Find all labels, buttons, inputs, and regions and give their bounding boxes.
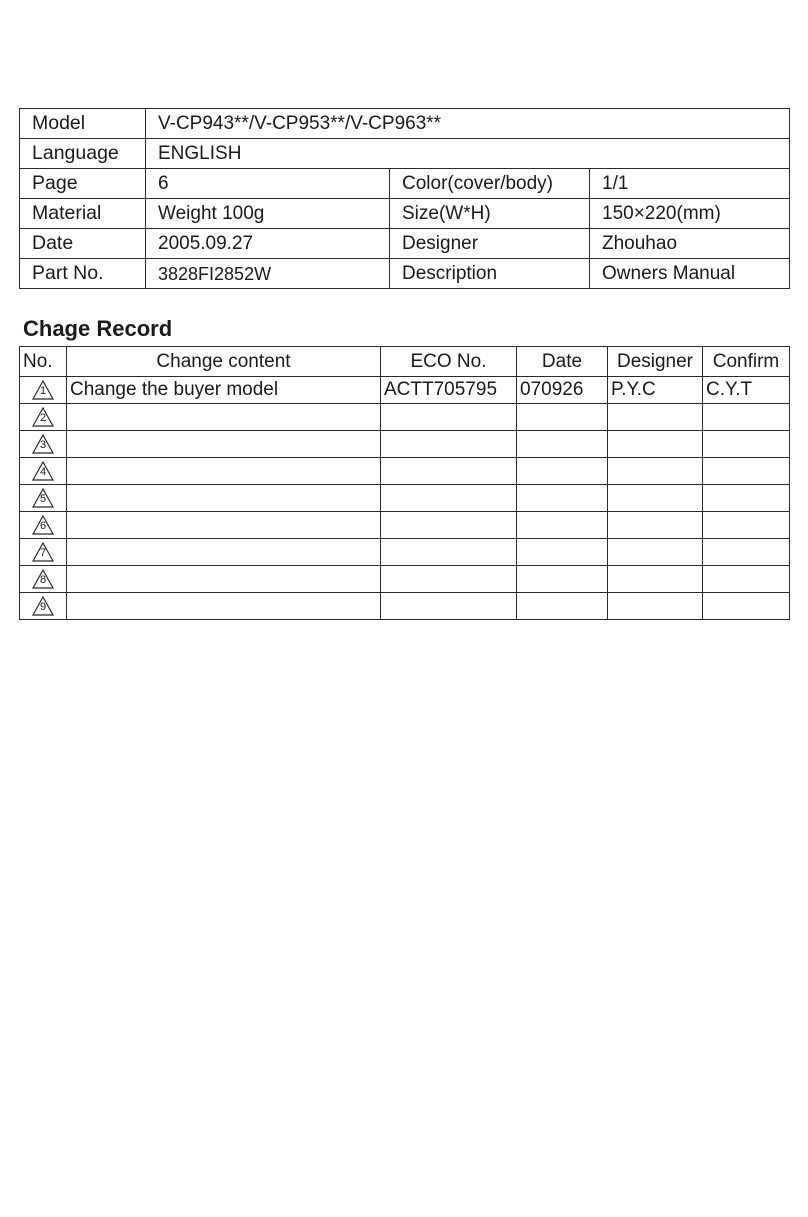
revision-no-cell xyxy=(20,458,67,485)
change-record-row xyxy=(20,485,790,512)
header-designer: Designer xyxy=(608,347,703,377)
change-content-cell xyxy=(67,458,381,485)
change-content-cell xyxy=(67,566,381,593)
eco-no-cell xyxy=(381,512,517,539)
revision-triangle-icon xyxy=(32,542,54,562)
designer-cell xyxy=(608,404,703,431)
spec-row-partno xyxy=(20,259,790,289)
change-record-row xyxy=(20,377,790,404)
designer-cell xyxy=(608,485,703,512)
designer-cell xyxy=(608,431,703,458)
change-record-row xyxy=(20,593,790,620)
revision-number: 4 xyxy=(39,465,47,478)
revision-triangle-icon xyxy=(32,515,54,535)
eco-no-cell xyxy=(381,404,517,431)
confirm-cell xyxy=(703,539,790,566)
revision-number: 9 xyxy=(39,600,47,613)
change-record-row xyxy=(20,539,790,566)
size-value: 150×220(mm) xyxy=(590,199,790,229)
spec-row-model xyxy=(20,109,790,139)
eco-no-cell xyxy=(381,485,517,512)
change-record-header-row xyxy=(20,347,790,377)
revision-triangle-icon xyxy=(32,569,54,589)
date-cell xyxy=(517,431,608,458)
size-label: Size(W*H) xyxy=(390,199,590,229)
date-cell xyxy=(517,485,608,512)
revision-number: 7 xyxy=(39,546,47,559)
header-confirm: Confirm xyxy=(703,347,790,377)
designer-label: Designer xyxy=(390,229,590,259)
revision-no-cell xyxy=(20,485,67,512)
spec-row-material xyxy=(20,199,790,229)
revision-no-cell xyxy=(20,593,67,620)
description-label: Description xyxy=(390,259,590,289)
confirm-cell xyxy=(703,404,790,431)
date-cell xyxy=(517,458,608,485)
confirm-cell xyxy=(703,485,790,512)
change-record-row xyxy=(20,404,790,431)
eco-no-cell xyxy=(381,566,517,593)
language-value: ENGLISH xyxy=(146,139,790,169)
revision-no-cell xyxy=(20,512,67,539)
designer-cell xyxy=(608,566,703,593)
header-change-content: Change content xyxy=(67,347,381,377)
designer-cell: P.Y.C xyxy=(608,377,703,404)
eco-no-cell xyxy=(381,539,517,566)
header-no: No. xyxy=(20,347,67,377)
revision-triangle-icon xyxy=(32,488,54,508)
material-label: Material xyxy=(20,199,146,229)
header-eco-no: ECO No. xyxy=(381,347,517,377)
change-content-cell xyxy=(67,539,381,566)
designer-cell xyxy=(608,512,703,539)
page-label: Page xyxy=(20,169,146,199)
color-label: Color(cover/body) xyxy=(390,169,590,199)
date-cell xyxy=(517,593,608,620)
revision-number: 1 xyxy=(39,384,47,397)
confirm-cell xyxy=(703,593,790,620)
change-record-row xyxy=(20,512,790,539)
change-record-table xyxy=(19,346,790,620)
change-record-body xyxy=(20,377,790,620)
revision-no-cell xyxy=(20,566,67,593)
material-value: Weight 100g xyxy=(146,199,390,229)
eco-no-cell: ACTT705795 xyxy=(381,377,517,404)
designer-cell xyxy=(608,458,703,485)
partno-label: Part No. xyxy=(20,259,146,289)
revision-triangle-icon xyxy=(32,461,54,481)
date-value: 2005.09.27 xyxy=(146,229,390,259)
designer-cell xyxy=(608,593,703,620)
spec-table xyxy=(19,108,790,289)
confirm-cell: C.Y.T xyxy=(703,377,790,404)
confirm-cell xyxy=(703,431,790,458)
date-cell xyxy=(517,566,608,593)
change-content-cell xyxy=(67,431,381,458)
partno-value: 3828FI2852W xyxy=(146,259,390,289)
revision-no-cell xyxy=(20,404,67,431)
revision-number: 8 xyxy=(39,573,47,586)
confirm-cell xyxy=(703,566,790,593)
change-content-cell xyxy=(67,485,381,512)
page-value: 6 xyxy=(146,169,390,199)
confirm-cell xyxy=(703,458,790,485)
spec-row-language xyxy=(20,139,790,169)
change-record-row xyxy=(20,458,790,485)
date-cell xyxy=(517,404,608,431)
revision-number: 3 xyxy=(39,438,47,451)
change-record-title: Chage Record xyxy=(23,316,173,341)
change-content-cell: Change the buyer model xyxy=(67,377,381,404)
spec-row-page xyxy=(20,169,790,199)
designer-value: Zhouhao xyxy=(590,229,790,259)
color-value: 1/1 xyxy=(590,169,790,199)
eco-no-cell xyxy=(381,431,517,458)
date-cell xyxy=(517,539,608,566)
revision-triangle-icon xyxy=(32,380,54,400)
revision-number: 6 xyxy=(39,519,47,532)
language-label: Language xyxy=(20,139,146,169)
confirm-cell xyxy=(703,512,790,539)
model-label: Model xyxy=(20,109,146,139)
date-cell xyxy=(517,512,608,539)
change-content-cell xyxy=(67,593,381,620)
change-content-cell xyxy=(67,404,381,431)
revision-no-cell xyxy=(20,539,67,566)
eco-no-cell xyxy=(381,458,517,485)
model-value: V-CP943**/V-CP953**/V-CP963** xyxy=(146,109,790,139)
revision-triangle-icon xyxy=(32,407,54,427)
spec-row-date xyxy=(20,229,790,259)
revision-number: 2 xyxy=(39,411,47,424)
eco-no-cell xyxy=(381,593,517,620)
description-value: Owners Manual xyxy=(590,259,790,289)
revision-no-cell xyxy=(20,431,67,458)
change-content-cell xyxy=(67,512,381,539)
revision-no-cell xyxy=(20,377,67,404)
change-record-row xyxy=(20,566,790,593)
revision-triangle-icon xyxy=(32,596,54,616)
header-date: Date xyxy=(517,347,608,377)
revision-triangle-icon xyxy=(32,434,54,454)
date-label: Date xyxy=(20,229,146,259)
revision-number: 5 xyxy=(39,492,47,505)
designer-cell xyxy=(608,539,703,566)
date-cell: 070926 xyxy=(517,377,608,404)
change-record-row xyxy=(20,431,790,458)
